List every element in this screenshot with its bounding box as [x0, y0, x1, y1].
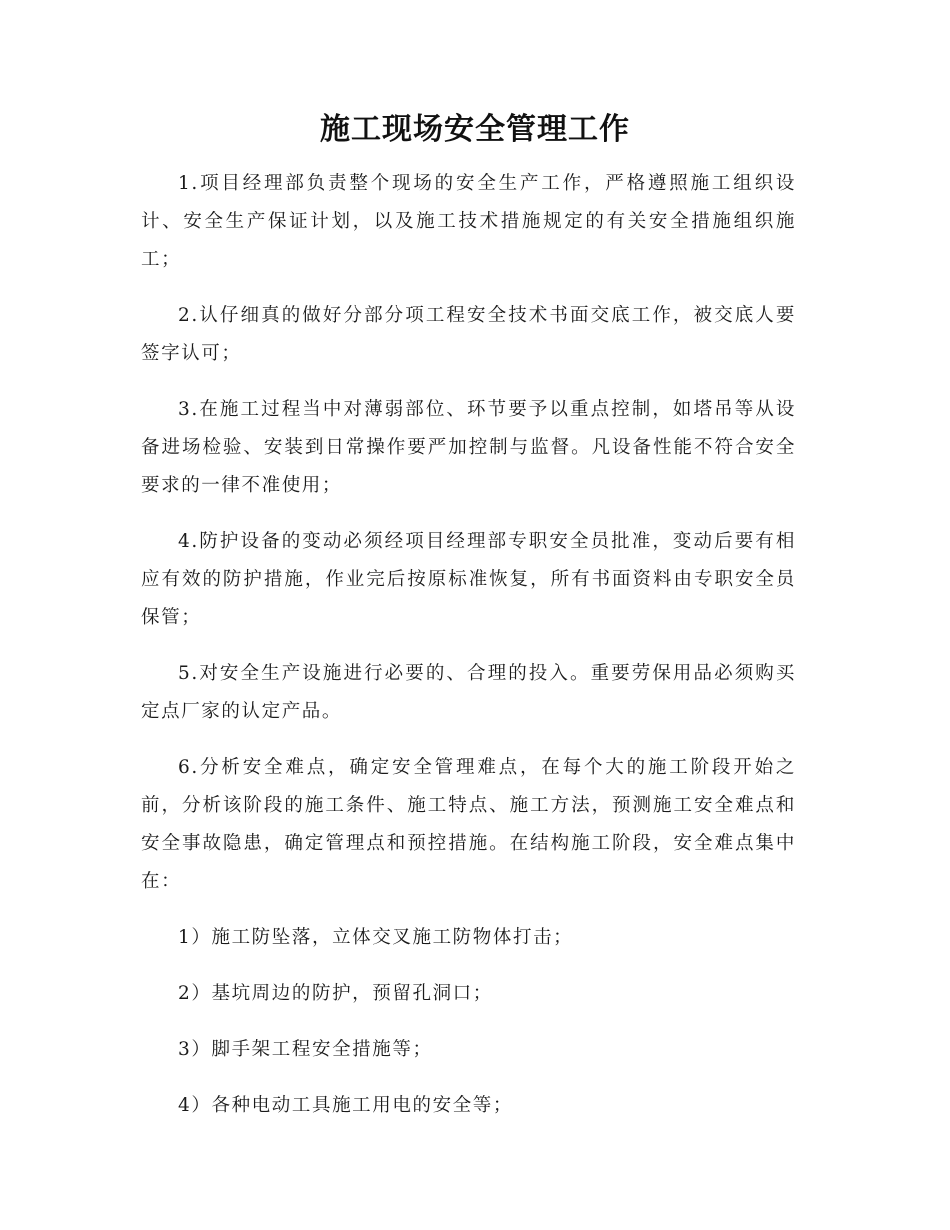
document-title: 施工现场安全管理工作 — [320, 112, 630, 147]
paragraph-1: 1.项目经理部负责整个现场的安全生产工作，严格遵照施工组织设计、安全生产保证计划，以及施工技术措施规定的有关安全措施组织施工； — [141, 173, 796, 270]
document-body — [141, 165, 796, 1143]
list-item-3: 3）脚手架工程安全措施等； — [178, 1039, 433, 1060]
list-item-1: 1）施工防坠落，立体交叉施工防物体打击； — [178, 927, 574, 948]
paragraph-3: 3.在施工过程当中对薄弱部位、环节要予以重点控制，如塔吊等从设备进场检验、安装到日常操作要严加控制与监督。凡设备性能不符合安全要求的一律不准使用； — [141, 399, 796, 496]
paragraph-2: 2.认仔细真的做好分部分项工程安全技术书面交底工作，被交底人要签字认可； — [141, 305, 796, 364]
list-item-2: 2）基坑周边的防护，预留孔洞口； — [178, 983, 493, 1004]
list-item-4: 4）各种电动工具施工用电的安全等； — [178, 1095, 513, 1116]
paragraph-5: 5.对安全生产设施进行必要的、合理的投入。重要劳保用品必须购买定点厂家的认定产品。 — [141, 663, 796, 722]
paragraph-6: 6.分析安全难点，确定安全管理难点，在每个大的施工阶段开始之前，分析该阶段的施工条件、施工特点、施工方法，预测施工安全难点和安全事故隐患，确定管理点和预控措施。在结构施工阶段，安全难点集中在： — [141, 757, 796, 892]
paragraph-4: 4.防护设备的变动必须经项目经理部专职安全员批准，变动后要有相应有效的防护措施，作业完后按原标准恢复，所有书面资料由专职安全员保管； — [141, 531, 796, 628]
